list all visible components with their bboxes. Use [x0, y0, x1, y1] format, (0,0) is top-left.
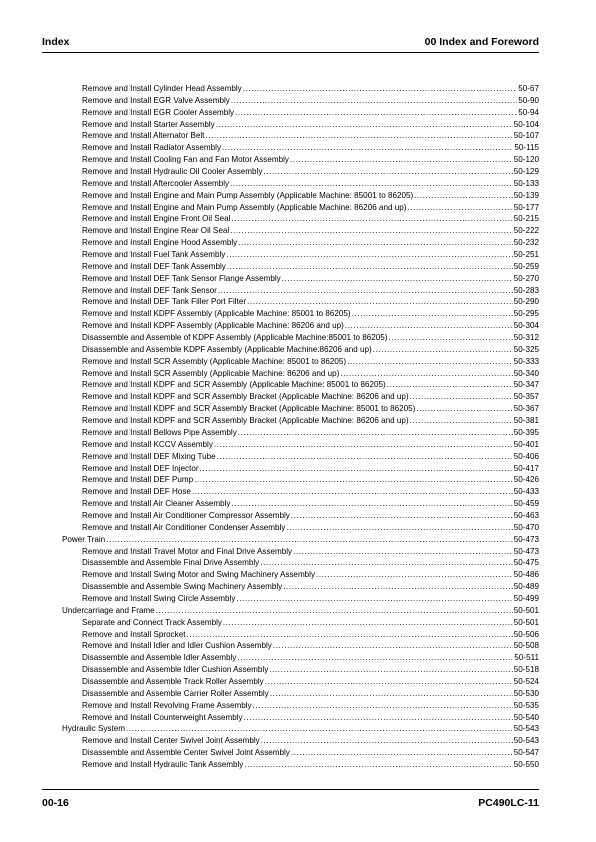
entry-title: Undercarriage and Frame: [62, 605, 155, 615]
dot-leader: [223, 617, 513, 629]
dot-leader: [410, 391, 513, 403]
entry-page-number: 50-67: [518, 84, 539, 93]
index-entry: [62, 569, 539, 581]
entry-page-number: 50-333: [513, 356, 539, 366]
index-entry: [62, 427, 539, 439]
entry-title: Remove and Install Engine Rear Oil Seal: [82, 226, 230, 236]
dot-leader: [126, 723, 513, 735]
entry-title: Remove and Install KCCV Assembly: [82, 439, 213, 449]
index-entry: [62, 142, 539, 154]
dot-leader: [347, 356, 513, 368]
entry-title: Power Train: [62, 534, 106, 544]
index-entry: [62, 344, 539, 356]
dot-leader: [261, 735, 513, 747]
index-entry: [62, 213, 539, 225]
entry-title: Separate and Connect Track Assembly: [82, 617, 222, 627]
header-chapter-title: 00 Index and Foreword: [424, 36, 539, 48]
entry-title: Remove and Install Fuel Tank Assembly: [82, 250, 226, 260]
entry-page-number: 50-543: [513, 736, 539, 746]
index-entry: [62, 119, 539, 131]
dot-leader: [263, 166, 512, 178]
dot-leader: [407, 202, 512, 214]
dot-leader: [200, 463, 513, 475]
dot-leader: [269, 664, 513, 676]
entry-page-number: 50-433: [513, 487, 539, 497]
index-entry: [62, 95, 539, 107]
dot-leader: [222, 142, 513, 154]
index-entry: [62, 474, 539, 486]
entry-title: Remove and Install Hydraulic Tank Assembly: [82, 759, 244, 769]
dot-leader: [283, 581, 513, 593]
index-entry: [62, 747, 539, 759]
entry-page-number: 50-499: [513, 593, 539, 603]
entry-title: Disassemble and Assemble Track Roller Assembly: [82, 676, 264, 686]
entry-title: Remove and Install Idler and Idler Cushion Assembly: [82, 641, 272, 651]
entry-page-number: 50-547: [513, 748, 539, 758]
entry-page-number: 50-215: [513, 214, 539, 224]
footer-divider: [42, 789, 539, 790]
dot-leader: [270, 688, 513, 700]
index-section-entry: [62, 534, 539, 546]
dot-leader: [387, 379, 513, 391]
entry-title: Remove and Install Engine and Main Pump Assembly (Applicable Machine: 86206 and up): [82, 202, 407, 212]
entry-title: Disassemble and Assemble Final Drive Assembly: [82, 558, 260, 568]
dot-leader: [316, 569, 513, 581]
dot-leader: [217, 451, 513, 463]
model-name: PC490LC-11: [478, 797, 539, 809]
entry-title: Remove and Install DEF Tank Assembly: [82, 261, 226, 271]
entry-title: Remove and Install KDPF Assembly (Applicable Machine: 86206 and up): [82, 321, 344, 331]
dot-leader: [247, 296, 513, 308]
dot-leader: [291, 747, 513, 759]
index-entry: [62, 593, 539, 605]
entry-page-number: 50-543: [513, 724, 539, 734]
index-list: [62, 83, 539, 771]
index-section-entry: [62, 723, 539, 735]
index-entry: [62, 83, 539, 95]
entry-page-number: 50-283: [513, 285, 539, 295]
entry-title: Remove and Install Swing Motor and Swing Machinery Assembly: [82, 570, 316, 580]
entry-title: Remove and Install Aftercooler Assembly: [82, 178, 230, 188]
dot-leader: [235, 107, 517, 119]
entry-title: Remove and Install Air Conditioner Compressor Assembly: [82, 510, 290, 520]
dot-leader: [265, 676, 513, 688]
entry-page-number: 50-139: [513, 190, 539, 200]
dot-leader: [253, 700, 513, 712]
entry-title: Remove and Install Swing Circle Assembly: [82, 593, 236, 603]
index-entry: [62, 225, 539, 237]
dot-leader: [273, 640, 513, 652]
entry-page-number: 50-104: [513, 119, 539, 129]
dot-leader: [230, 225, 513, 237]
entry-page-number: 50-508: [513, 641, 539, 651]
entry-title: Remove and Install Engine Front Oil Seal: [82, 214, 231, 224]
entry-page-number: 50-312: [513, 333, 539, 343]
index-entry: [62, 688, 539, 700]
header-section-label: Index: [42, 36, 70, 48]
dot-leader: [192, 486, 513, 498]
dot-leader: [282, 273, 513, 285]
index-entry: [62, 463, 539, 475]
dot-leader: [236, 593, 512, 605]
entry-page-number: 50-94: [518, 107, 539, 117]
dot-leader: [231, 95, 517, 107]
page-number: 00-16: [42, 797, 69, 809]
entry-page-number: 50-501: [513, 605, 539, 615]
entry-page-number: 50-540: [513, 712, 539, 722]
dot-leader: [244, 712, 513, 724]
index-entry: [62, 498, 539, 510]
index-entry: [62, 415, 539, 427]
entry-page-number: 50-426: [513, 475, 539, 485]
index-entry: [62, 735, 539, 747]
index-entry: [62, 332, 539, 344]
dot-leader: [231, 498, 512, 510]
index-entry: [62, 486, 539, 498]
dot-leader: [340, 368, 512, 380]
entry-title: Disassemble and Assemble Carrier Roller Assembly: [82, 688, 269, 698]
dot-leader: [260, 557, 513, 569]
index-entry: [62, 439, 539, 451]
index-entry: [62, 190, 539, 202]
dot-leader: [216, 119, 513, 131]
entry-page-number: 50-475: [513, 558, 539, 568]
dot-leader: [414, 190, 513, 202]
entry-page-number: 50-459: [513, 499, 539, 509]
index-entry: [62, 676, 539, 688]
index-entry: [62, 451, 539, 463]
index-entry: [62, 581, 539, 593]
index-entry: [62, 285, 539, 297]
index-entry: [62, 510, 539, 522]
index-entry: [62, 629, 539, 641]
dot-leader: [231, 213, 512, 225]
dot-leader: [286, 522, 512, 534]
dot-leader: [106, 534, 513, 546]
index-entry: [62, 308, 539, 320]
entry-page-number: 50-357: [513, 392, 539, 402]
entry-page-number: 50-395: [513, 427, 539, 437]
entry-page-number: 50-550: [513, 759, 539, 769]
dot-leader: [218, 285, 513, 297]
entry-page-number: 50-232: [513, 238, 539, 248]
dot-leader: [244, 759, 512, 771]
index-entry: [62, 403, 539, 415]
entry-page-number: 50-107: [513, 131, 539, 141]
entry-page-number: 50-470: [513, 522, 539, 532]
entry-page-number: 50-473: [513, 534, 539, 544]
dot-leader: [237, 652, 513, 664]
entry-title: Remove and Install Travel Motor and Final Drive Assembly: [82, 546, 293, 556]
entry-title: Remove and Install EGR Cooler Assembly: [82, 107, 235, 117]
entry-page-number: 50-340: [513, 368, 539, 378]
dot-leader: [238, 427, 513, 439]
entry-title: Disassemble and Assemble of KDPF Assembly (Applicable Machine:85001 to 86205): [82, 333, 388, 343]
entry-title: Remove and Install Cylinder Head Assembly: [82, 84, 242, 93]
entry-page-number: 50-222: [513, 226, 539, 236]
entry-page-number: 50-259: [513, 261, 539, 271]
entry-page-number: 50-417: [513, 463, 539, 473]
entry-page-number: 50-518: [513, 665, 539, 675]
entry-title: Remove and Install KDPF and SCR Assembly Bracket (Applicable Machine: 86206 and up): [82, 392, 409, 402]
index-entry: [62, 249, 539, 261]
entry-title: Disassemble and Assemble Center Swivel Joint Assembly: [82, 748, 290, 758]
dot-leader: [290, 154, 513, 166]
entry-page-number: 50-406: [513, 451, 539, 461]
entry-page-number: 50-511: [514, 653, 539, 663]
index-entry: [62, 700, 539, 712]
index-entry: [62, 759, 539, 771]
entry-page-number: 50-120: [513, 155, 539, 165]
dot-leader: [410, 415, 513, 427]
entry-title: Disassemble and Assemble KDPF Assembly (Applicable Machine:86206 and up): [82, 344, 372, 354]
index-entry: [62, 130, 539, 142]
entry-page-number: 50-177: [513, 202, 539, 212]
entry-title: Remove and Install Hydraulic Oil Cooler Assembly: [82, 167, 263, 177]
entry-title: Remove and Install KDPF and SCR Assembly (Applicable Machine: 85001 to 86205): [82, 380, 386, 390]
index-entry: [62, 261, 539, 273]
dot-leader: [205, 130, 512, 142]
index-entry: [62, 296, 539, 308]
entry-title: Remove and Install Engine and Main Pump Assembly (Applicable Machine: 85001 to 86205): [82, 190, 414, 200]
index-entry: [62, 202, 539, 214]
index-entry: [62, 178, 539, 190]
entry-title: Remove and Install DEF Pump: [82, 475, 194, 485]
index-entry: [62, 617, 539, 629]
entry-title: Remove and Install Air Conditioner Condenser Assembly: [82, 522, 286, 532]
entry-title: Remove and Install EGR Valve Assembly: [82, 95, 230, 105]
index-entry: [62, 237, 539, 249]
entry-title: Remove and Install Radiator Assembly: [82, 143, 222, 153]
entry-page-number: 50-535: [513, 700, 539, 710]
entry-title: Remove and Install Alternator Belt: [82, 131, 205, 141]
dot-leader: [291, 510, 513, 522]
dot-leader: [156, 605, 513, 617]
index-entry: [62, 640, 539, 652]
dot-leader: [293, 546, 513, 558]
entry-page-number: 50-506: [513, 629, 539, 639]
entry-page-number: 50-501: [513, 617, 539, 627]
index-entry: [62, 368, 539, 380]
entry-title: Remove and Install DEF Tank Sensor Flange Assembly: [82, 273, 281, 283]
index-entry: [62, 273, 539, 285]
entry-title: Remove and Install Revolving Frame Assembly: [82, 700, 252, 710]
entry-title: Remove and Install KDPF and SCR Assembly Bracket (Applicable Machine: 85001 to 86205): [82, 404, 416, 414]
entry-page-number: 50-115: [514, 143, 539, 153]
dot-leader: [238, 237, 513, 249]
entry-page-number: 50-129: [513, 167, 539, 177]
index-section-entry: [62, 605, 539, 617]
entry-page-number: 50-133: [513, 178, 539, 188]
dot-leader: [416, 403, 512, 415]
dot-leader: [226, 249, 512, 261]
index-entry: [62, 712, 539, 724]
dot-leader: [230, 178, 513, 190]
entry-page-number: 50-530: [513, 688, 539, 698]
entry-title: Remove and Install DEF Tank Sensor: [82, 285, 217, 295]
entry-page-number: 50-401: [513, 439, 539, 449]
index-entry: [62, 320, 539, 332]
entry-page-number: 50-295: [513, 309, 539, 319]
index-entry: [62, 652, 539, 664]
page-header: [42, 36, 539, 48]
entry-title: Hydraulic System: [62, 724, 125, 734]
entry-title: Remove and Install SCR Assembly (Applicable Machine: 85001 to 86205): [82, 356, 347, 366]
entry-page-number: 50-486: [513, 570, 539, 580]
dot-leader: [243, 83, 518, 95]
index-entry: [62, 546, 539, 558]
entry-title: Remove and Install Engine Hood Assembly: [82, 238, 238, 248]
dot-leader: [352, 308, 513, 320]
page-footer: [42, 797, 539, 809]
header-divider: [42, 52, 539, 53]
index-entry: [62, 664, 539, 676]
entry-title: Remove and Install Air Cleaner Assembly: [82, 499, 231, 509]
dot-leader: [388, 332, 512, 344]
entry-page-number: 50-367: [513, 404, 539, 414]
entry-title: Remove and Install DEF Tank Filler Port Filter: [82, 297, 247, 307]
entry-title: Disassemble and Assemble Swing Machinery Assembly: [82, 582, 283, 592]
entry-page-number: 50-270: [513, 273, 539, 283]
entry-title: Remove and Install DEF Injector: [82, 463, 199, 473]
entry-page-number: 50-347: [513, 380, 539, 390]
entry-title: Remove and Install DEF Mixing Tube: [82, 451, 216, 461]
entry-title: Disassemble and Assemble Idler Assembly: [82, 653, 237, 663]
entry-page-number: 50-290: [513, 297, 539, 307]
entry-title: Remove and Install Sprocket: [82, 629, 186, 639]
index-entry: [62, 166, 539, 178]
entry-page-number: 50-251: [513, 250, 539, 260]
entry-title: Disassemble and Assemble Idler Cushion Assembly: [82, 665, 269, 675]
entry-title: Remove and Install Counterweight Assembly: [82, 712, 243, 722]
index-entry: [62, 356, 539, 368]
entry-title: Remove and Install Cooling Fan and Fan Motor Assembly: [82, 155, 289, 165]
dot-leader: [227, 261, 513, 273]
entry-page-number: 50-325: [513, 344, 539, 354]
dot-leader: [345, 320, 513, 332]
entry-page-number: 50-381: [513, 416, 539, 426]
entry-title: Remove and Install Center Swivel Joint Assembly: [82, 736, 260, 746]
dot-leader: [373, 344, 513, 356]
index-entry: [62, 379, 539, 391]
entry-page-number: 50-473: [513, 546, 539, 556]
index-entry: [62, 557, 539, 569]
entry-page-number: 50-304: [513, 321, 539, 331]
dot-leader: [214, 439, 513, 451]
entry-title: Remove and Install DEF Hose: [82, 487, 191, 497]
index-entry: [62, 154, 539, 166]
index-entry: [62, 107, 539, 119]
dot-leader: [194, 474, 513, 486]
entry-title: Remove and Install Bellows Pipe Assembly: [82, 427, 237, 437]
entry-title: Remove and Install SCR Assembly (Applicable Machine: 86206 and up): [82, 368, 340, 378]
entry-page-number: 50-90: [518, 95, 539, 105]
dot-leader: [186, 629, 512, 641]
entry-page-number: 50-463: [513, 510, 539, 520]
entry-title: Remove and Install Starter Assembly: [82, 119, 215, 129]
index-entry: [62, 522, 539, 534]
entry-title: Remove and Install KDPF Assembly (Applicable Machine: 85001 to 86205): [82, 309, 351, 319]
entry-page-number: 50-489: [513, 582, 539, 592]
entry-title: Remove and Install KDPF and SCR Assembly Bracket (Applicable Machine: 86206 and up): [82, 416, 409, 426]
entry-page-number: 50-524: [513, 676, 539, 686]
index-entry: [62, 391, 539, 403]
